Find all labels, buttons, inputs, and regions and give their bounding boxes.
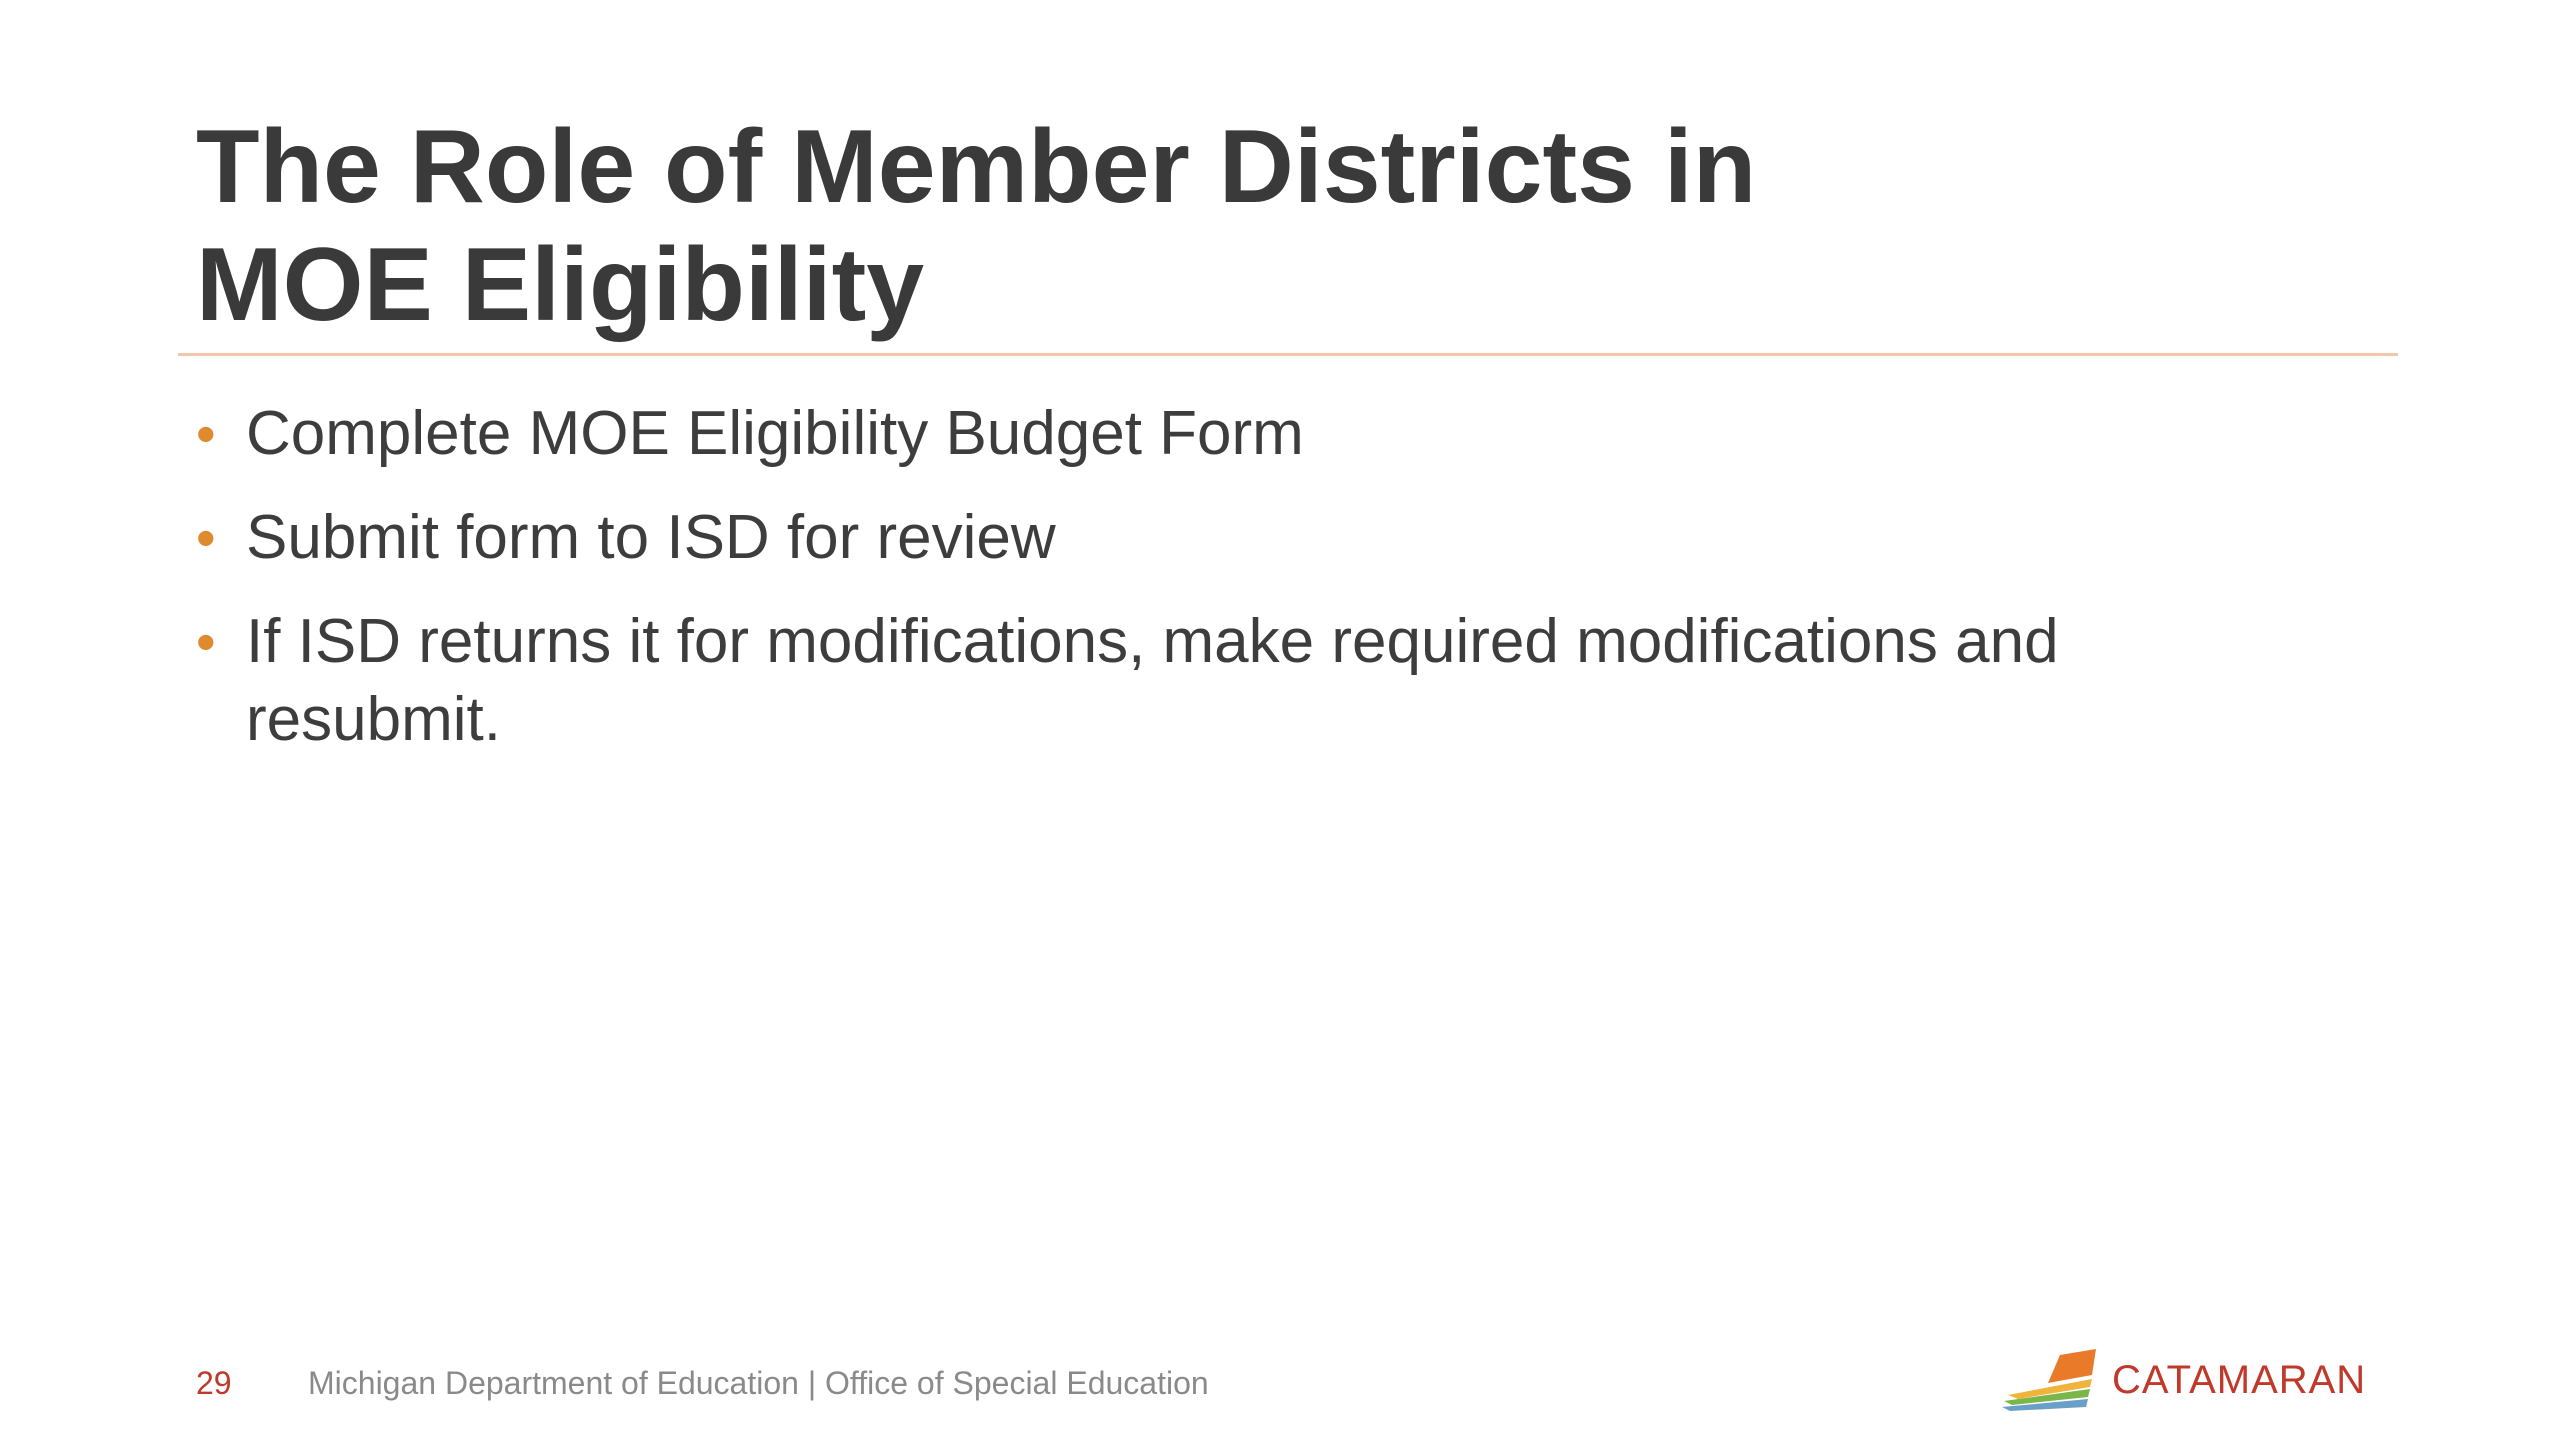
bullet-icon: • — [196, 402, 216, 465]
page-number: 29 — [196, 1365, 232, 1401]
bullet-item — [196, 603, 2296, 759]
bullet-icon: • — [196, 506, 216, 569]
catamaran-sail-logo-icon — [2000, 1349, 2102, 1411]
slide-title-line-1: The Role of Member Districts in — [196, 109, 1757, 225]
slide-title — [196, 108, 2296, 344]
bullet-icon: • — [196, 610, 216, 673]
bullet-list — [196, 395, 2296, 785]
bullet-text: If ISD returns it for modifications, make required modifications and resubmit. — [246, 607, 2059, 754]
bullet-text: Submit form to ISD for review — [246, 503, 1056, 572]
logo-text: CATAMARAN — [2112, 1358, 2367, 1402]
bullet-item — [196, 499, 2296, 577]
slide-title-line-2: MOE Eligibility — [196, 227, 925, 343]
footer-organization: Michigan Department of Education | Office of Special Education — [308, 1365, 1209, 1401]
catamaran-logo — [2000, 1345, 2400, 1415]
bullet-item — [196, 395, 2296, 473]
bullet-text: Complete MOE Eligibility Budget Form — [246, 399, 1304, 468]
title-divider — [178, 353, 2398, 356]
